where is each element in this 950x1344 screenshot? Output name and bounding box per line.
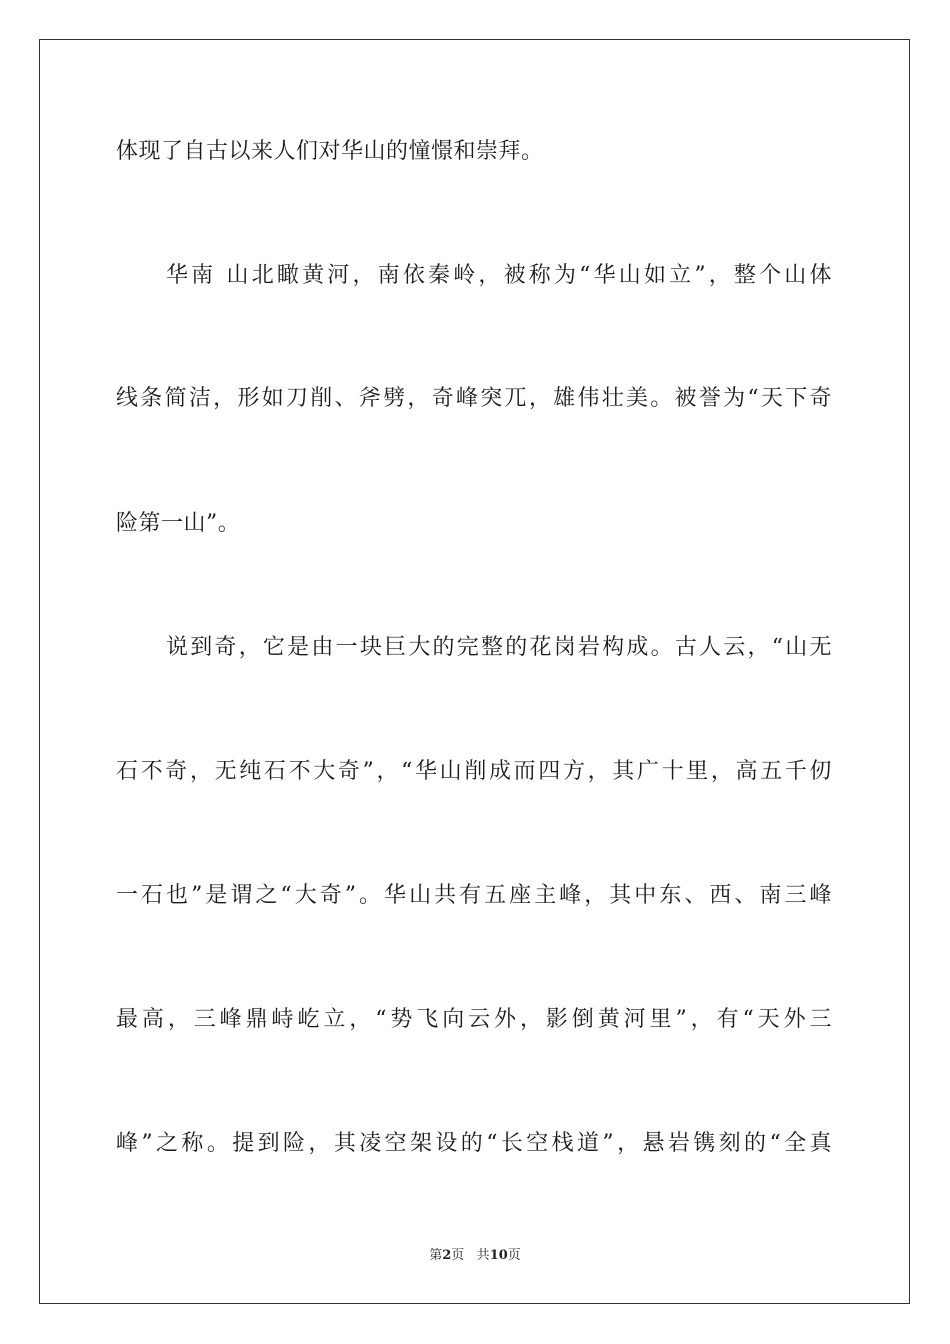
- text-line: 体现了自古以来人们对华山的憧憬和崇拜。: [116, 139, 544, 164]
- total-prefix: 共: [476, 1248, 490, 1263]
- text-line: 峰”之称。提到险，其凌空架设的“长空栈道”，悬岩镌刻的“全真: [116, 1131, 832, 1156]
- total-suffix: 页: [507, 1248, 521, 1263]
- text-line: 最高，三峰鼎峙屹立，“势飞向云外，影倒黄河里”，有“天外三: [116, 1007, 832, 1032]
- paragraph-start-line: 华南 山北瞰黄河，南依秦岭，被称为“华山如立”，整个山体: [166, 263, 832, 288]
- paragraph-start-line: 说到奇，它是由一块巨大的完整的花岗岩构成。古人云，“山无: [166, 635, 832, 660]
- text-line: 一石也”是谓之“大奇”。华山共有五座主峰，其中东、西、南三峰: [116, 883, 832, 908]
- total-pages: 10: [489, 1248, 508, 1263]
- page-border: [39, 39, 910, 1304]
- page-number: 2: [442, 1248, 452, 1263]
- text-line: 石不奇，无纯石不大奇”，“华山削成而四方，其广十里，高五千仞: [116, 759, 832, 784]
- page-prefix: 第: [429, 1248, 443, 1263]
- text-line: 险第一山”。: [116, 511, 241, 536]
- text-line: 线条简洁，形如刀削、斧劈，奇峰突兀，雄伟壮美。被誉为“天下奇: [116, 386, 832, 411]
- page-suffix: 页: [451, 1248, 465, 1263]
- page-footer: [0, 1244, 950, 1263]
